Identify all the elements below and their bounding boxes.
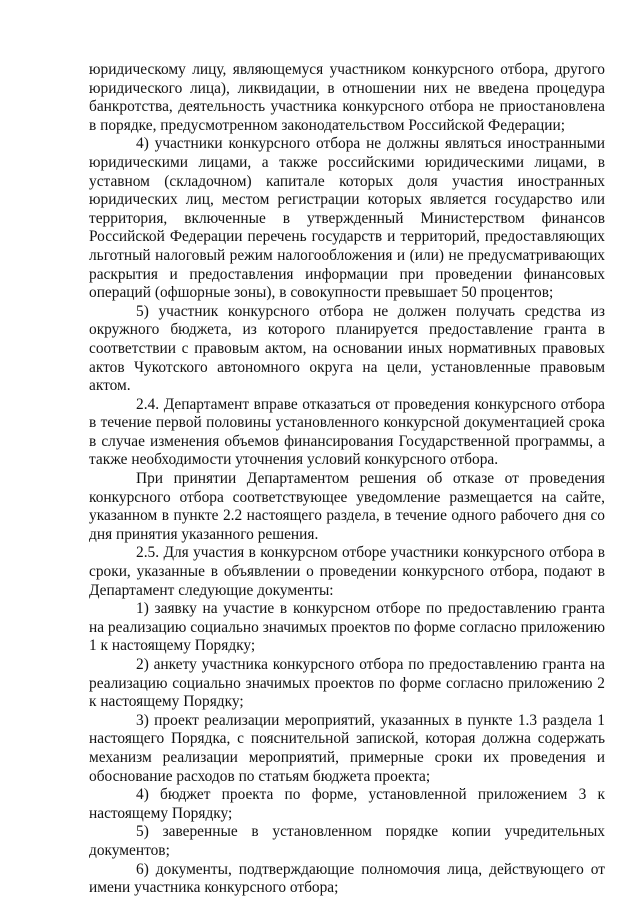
- paragraph-doc-2: 2) анкету участника конкурсного отбора по предоставлению гранта на реализацию социально значимых проектов по форме согласно приложению 2 к настоящему Порядку;: [89, 656, 605, 711]
- paragraph-item-4: 4) участники конкурсного отбора не должны являться иностранными юридическими лицами, а также российскими юридическими лицами, в уставном (складочном) капитале которых доля участия иностранных юридических лиц, местом регистрации которых является государство или территория, включенные в утвержденный Министерством финансов Российской Федерации перечень государств и территорий, предоставляющих льготный налоговый режим налогообложения и (или) не предусматривающих раскрытия и предоставления информации при проведении финансовых операций (офшорные зоны), в совокупности превышает 50 процентов;: [89, 135, 605, 302]
- paragraph-doc-3: 3) проект реализации мероприятий, указанных в пункте 1.3 раздела 1 настоящего Порядка, с пояснительной запиской, которая должна содержать механизм реализации мероприятий, примерные сроки их проведения и обоснование расходов по статьям бюджета проекта;: [89, 711, 605, 785]
- paragraph-doc-6: 6) документы, подтверждающие полномочия лица, действующего от имени участника конкурсного отбора;: [89, 860, 605, 897]
- paragraph-refusal-notice: При принятии Департаментом решения об отказе от проведения конкурсного отбора соответствующее уведомление размещается на сайте, указанном в пункте 2.2 настоящего раздела, в течение одного рабочего дня со дня принятия указанного решения.: [89, 470, 605, 543]
- paragraph-continuation: юридическому лицу, являющемуся участником конкурсного отбора, другого юридического лица), ликвидации, в отношении них не введена процедура банкротства, деятельность участника конкурсного отбора не приостановлена в порядке, предусмотренном законодательством Российской Федерации;: [89, 61, 605, 134]
- document-page: [89, 61, 605, 898]
- paragraph-2-5: 2.5. Для участия в конкурсном отборе участники конкурсного отбора в сроки, указанные в объявлении о проведении конкурсного отбора, подают в Департамент следующие документы:: [89, 544, 605, 599]
- paragraph-doc-5: 5) заверенные в установленном порядке копии учредительных документов;: [89, 823, 605, 859]
- paragraph-doc-4: 4) бюджет проекта по форме, установленной приложением 3 к настоящему Порядку;: [89, 786, 605, 822]
- paragraph-2-4: 2.4. Департамент вправе отказаться от проведения конкурсного отбора в течение первой половины установленного конкурсной документацией срока в случае изменения объемов финансирования Государственной программы, а также необходимости уточнения условий конкурсного отбора.: [89, 395, 605, 469]
- paragraph-item-5: 5) участник конкурсного отбора не должен получать средства из окружного бюджета, из которого планируется предоставление гранта в соответствии с правовым актом, на основании иных нормативных правовых актов Чукотского автономного округа на цели, установленные правовым актом.: [89, 302, 605, 395]
- paragraph-doc-1: 1) заявку на участие в конкурсном отборе по предоставлению гранта на реализацию социально значимых проектов по форме согласно приложению 1 к настоящему Порядку;: [89, 600, 605, 655]
